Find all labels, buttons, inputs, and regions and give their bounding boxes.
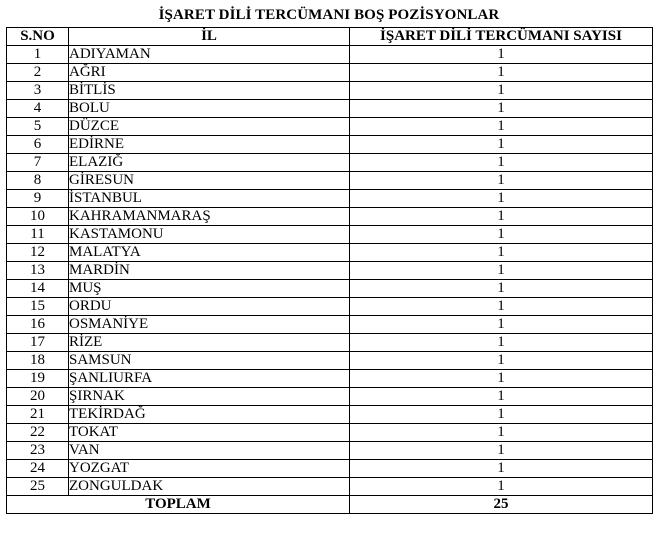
table-row [7,82,653,100]
table-row [7,388,653,406]
row-province: OSMANİYE [69,316,350,334]
row-count: 1 [350,388,653,406]
row-count: 1 [350,370,653,388]
total-value: 25 [350,496,653,514]
row-number: 12 [7,244,69,262]
row-count: 1 [350,298,653,316]
row-count: 1 [350,424,653,442]
row-province: SAMSUN [69,352,350,370]
total-row [7,496,653,514]
row-province: ŞIRNAK [69,388,350,406]
table-row [7,100,653,118]
table-row [7,136,653,154]
row-count: 1 [350,226,653,244]
row-number: 2 [7,64,69,82]
table-row [7,370,653,388]
row-number: 5 [7,118,69,136]
row-province: ŞANLIURFA [69,370,350,388]
table-row [7,64,653,82]
row-count: 1 [350,460,653,478]
row-count: 1 [350,244,653,262]
table-row [7,460,653,478]
table-row [7,262,653,280]
row-number: 17 [7,334,69,352]
header-count: İŞARET DİLİ TERCÜMANI SAYISI [350,28,653,46]
row-number: 19 [7,370,69,388]
row-province: TEKİRDAĞ [69,406,350,424]
row-count: 1 [350,118,653,136]
row-number: 20 [7,388,69,406]
row-number: 7 [7,154,69,172]
row-count: 1 [350,280,653,298]
table-header-row [7,28,653,46]
total-label: TOPLAM [7,496,350,514]
row-province: EDİRNE [69,136,350,154]
row-province: KAHRAMANMARAŞ [69,208,350,226]
header-il: İL [69,28,350,46]
row-count: 1 [350,352,653,370]
row-number: 6 [7,136,69,154]
row-province: MARDİN [69,262,350,280]
row-province: BOLU [69,100,350,118]
table-body [7,46,653,514]
row-count: 1 [350,262,653,280]
row-province: DÜZCE [69,118,350,136]
row-count: 1 [350,316,653,334]
row-count: 1 [350,64,653,82]
row-province: BİTLİS [69,82,350,100]
table-row [7,316,653,334]
row-province: AĞRI [69,64,350,82]
row-count: 1 [350,154,653,172]
row-province: MUŞ [69,280,350,298]
row-count: 1 [350,406,653,424]
table-row [7,334,653,352]
header-sno: S.NO [7,28,69,46]
row-number: 11 [7,226,69,244]
table-row [7,208,653,226]
row-province: ORDU [69,298,350,316]
table-row [7,226,653,244]
row-number: 15 [7,298,69,316]
row-number: 1 [7,46,69,64]
row-number: 16 [7,316,69,334]
table-row [7,118,653,136]
row-number: 10 [7,208,69,226]
row-province: KASTAMONU [69,226,350,244]
row-province: GİRESUN [69,172,350,190]
table-row [7,424,653,442]
table-row [7,280,653,298]
row-province: ZONGULDAK [69,478,350,496]
table-row [7,352,653,370]
row-province: VAN [69,442,350,460]
row-count: 1 [350,46,653,64]
table-row [7,244,653,262]
row-number: 4 [7,100,69,118]
row-province: MALATYA [69,244,350,262]
row-number: 3 [7,82,69,100]
row-count: 1 [350,172,653,190]
row-count: 1 [350,100,653,118]
table-row [7,172,653,190]
table-row [7,298,653,316]
table-row [7,46,653,64]
row-count: 1 [350,190,653,208]
row-province: ADIYAMAN [69,46,350,64]
document-title: İŞARET DİLİ TERCÜMANI BOŞ POZİSYONLAR [158,7,500,23]
row-number: 9 [7,190,69,208]
row-province: İSTANBUL [69,190,350,208]
row-number: 18 [7,352,69,370]
row-number: 13 [7,262,69,280]
row-province: TOKAT [69,424,350,442]
row-province: YOZGAT [69,460,350,478]
row-number: 23 [7,442,69,460]
table-row [7,406,653,424]
row-count: 1 [350,136,653,154]
row-count: 1 [350,82,653,100]
row-number: 24 [7,460,69,478]
table-row [7,154,653,172]
row-number: 14 [7,280,69,298]
row-number: 22 [7,424,69,442]
table-row [7,478,653,496]
positions-table [6,27,653,514]
row-province: ELAZIĞ [69,154,350,172]
table-row [7,190,653,208]
row-province: RİZE [69,334,350,352]
row-number: 8 [7,172,69,190]
table-row [7,442,653,460]
row-number: 25 [7,478,69,496]
row-number: 21 [7,406,69,424]
row-count: 1 [350,442,653,460]
row-count: 1 [350,478,653,496]
row-count: 1 [350,334,653,352]
row-count: 1 [350,208,653,226]
